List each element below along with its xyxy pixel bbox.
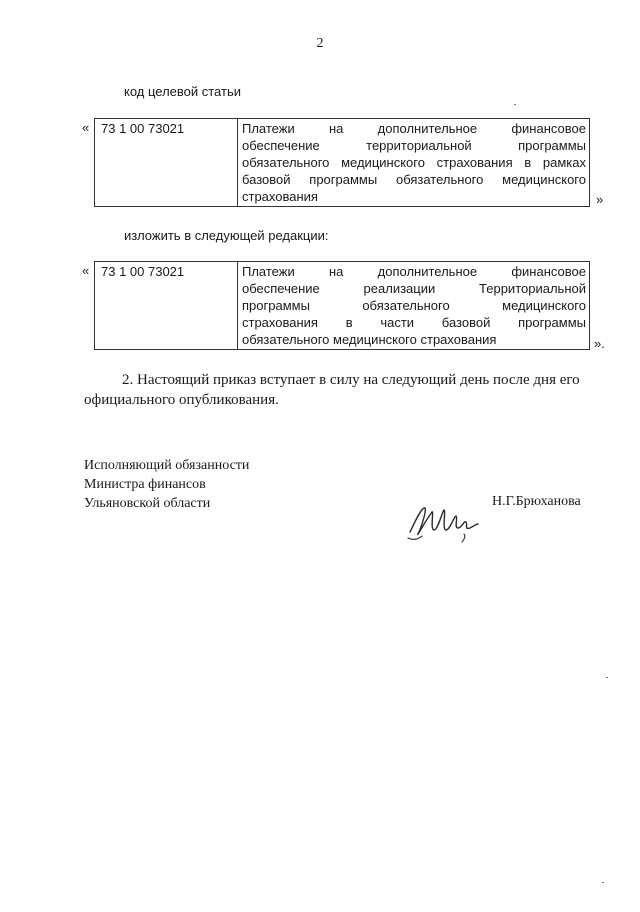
desc-line: базовой программы обязательного медицинского <box>242 172 586 187</box>
new-code-cell: 73 1 00 73021 <box>95 262 238 350</box>
quote-close-old: » <box>596 192 604 207</box>
quote-open-new: « <box>82 263 90 278</box>
scan-speck <box>514 104 516 105</box>
desc-line: обязательного медицинского страхования в рамках <box>242 155 586 170</box>
old-desc-cell <box>238 119 590 207</box>
desc-line: обязательного медицинского страхования <box>242 332 497 347</box>
handwritten-signature <box>404 500 484 546</box>
table-row <box>95 119 590 207</box>
new-desc-cell <box>238 262 590 350</box>
desc-line: обеспечение реализации Территориальной <box>242 281 586 296</box>
desc-line: Платежи на дополнительное финансовое <box>242 121 586 136</box>
paragraph-2-line-2: официального опубликования. <box>84 392 279 408</box>
old-code-table <box>94 118 590 207</box>
old-code-cell: 73 1 00 73021 <box>95 119 238 207</box>
label-new-edition: изложить в следующей редакции: <box>124 228 329 243</box>
scan-speck <box>606 677 608 678</box>
desc-line: обеспечение территориальной программы <box>242 138 586 153</box>
signer-name: Н.Г.Брюханова <box>492 494 581 509</box>
desc-line: Платежи на дополнительное финансовое <box>242 264 586 279</box>
new-code-table <box>94 261 590 350</box>
table-row <box>95 262 590 350</box>
desc-line: программы обязательного медицинского <box>242 298 586 313</box>
label-old-code: код целевой статьи <box>124 84 241 99</box>
desc-line: страхования <box>242 189 318 204</box>
signer-title-line: Ульяновской области <box>84 496 211 511</box>
signer-title-line: Исполняющий обязанности <box>84 458 250 473</box>
signer-title-line: Министра финансов <box>84 477 206 492</box>
quote-close-new: ». <box>594 336 605 351</box>
signer-title <box>84 456 249 513</box>
desc-line: страхования в части базовой программы <box>242 315 586 330</box>
scan-speck <box>602 882 604 883</box>
paragraph-2-line-1: 2. Настоящий приказ вступает в силу на следующий день после дня его <box>122 372 580 388</box>
quote-open-old: « <box>82 120 90 135</box>
page-number: 2 <box>316 36 324 51</box>
